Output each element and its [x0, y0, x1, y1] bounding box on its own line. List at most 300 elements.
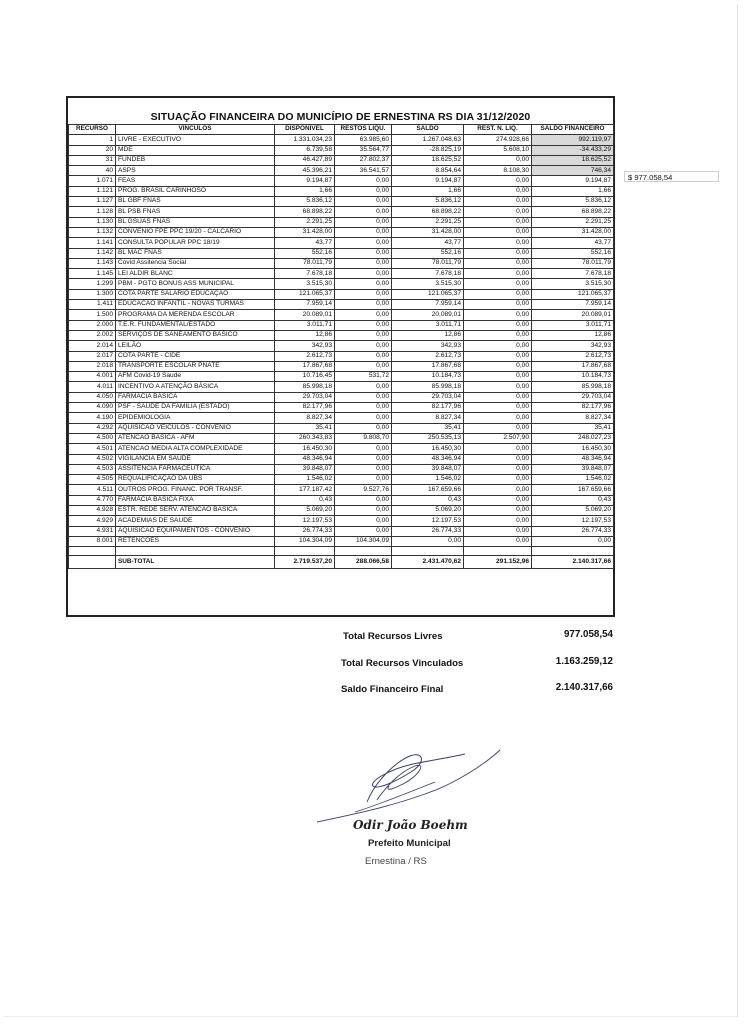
financial-table — [68, 124, 614, 569]
table-row — [69, 516, 614, 526]
row-disponivel: 26.774,33 — [275, 526, 335, 536]
row-recurso: 2.014 — [69, 341, 116, 351]
table-row — [69, 372, 614, 382]
subtotal-label: SUB-TOTAL — [116, 556, 275, 569]
table-row — [69, 248, 614, 258]
row-disponivel: 9.194,87 — [275, 176, 335, 186]
row-vinculo: ASSITENCIA FARMACEUTICA — [116, 464, 275, 474]
row-vinculo: ESTR. REDE SERV. ATENCAO BASICA — [116, 505, 275, 515]
row-saldo: 12.197,53 — [392, 516, 464, 526]
row-recurso: 4.931 — [69, 526, 116, 536]
row-restos-liqu: 9.808,70 — [335, 433, 392, 443]
row-restos-liqu: 0,00 — [335, 351, 392, 361]
table-row — [69, 258, 614, 268]
row-saldo-financeiro: 992.119,97 — [532, 135, 614, 145]
row-recurso: 4.511 — [69, 485, 116, 495]
row-saldo: 48.346,94 — [392, 454, 464, 464]
side-note-free-resources: $ 977.058,54 — [624, 171, 719, 182]
summary-label-vinculados: Total Recursos Vinculados — [341, 658, 464, 669]
row-saldo: 43,77 — [392, 238, 464, 248]
row-disponivel: 78.011,79 — [275, 258, 335, 268]
subtotal-saldo: 2.431.470,62 — [392, 556, 464, 569]
row-saldo-financeiro: 7.959,14 — [532, 300, 614, 310]
row-rest-n-liq: 5.608,10 — [464, 145, 532, 155]
row-saldo-financeiro: 3.515,30 — [532, 279, 614, 289]
row-saldo-financeiro: 82.177,96 — [532, 403, 614, 413]
row-recurso: 4.001 — [69, 372, 116, 382]
col-header-disponivel: DISPONIVEL — [275, 125, 335, 135]
row-saldo-financeiro: 167.659,66 — [532, 485, 614, 495]
row-rest-n-liq: 0,00 — [464, 372, 532, 382]
row-vinculo: FUNDEB — [116, 155, 275, 165]
row-saldo-financeiro: 20.089,01 — [532, 310, 614, 320]
row-disponivel: 121.065,37 — [275, 289, 335, 299]
table-row — [69, 289, 614, 299]
row-saldo: 8.854,64 — [392, 166, 464, 176]
row-saldo: 10.184,73 — [392, 372, 464, 382]
row-recurso: 4.503 — [69, 464, 116, 474]
row-vinculo: BL MAC FNAS — [116, 248, 275, 258]
row-vinculo: EDUCACAO INFANTIL - NOVAS TURMAS — [116, 300, 275, 310]
row-saldo: 5.069,20 — [392, 505, 464, 515]
row-rest-n-liq: 0,00 — [464, 217, 532, 227]
row-saldo: 17.867,68 — [392, 361, 464, 371]
row-saldo-financeiro: 35,41 — [532, 423, 614, 433]
row-saldo: 250.535,13 — [392, 433, 464, 443]
row-saldo-financeiro: 16.450,30 — [532, 444, 614, 454]
row-saldo-financeiro: 0,43 — [532, 495, 614, 505]
row-recurso: 4.190 — [69, 413, 116, 423]
row-rest-n-liq: 0,00 — [464, 176, 532, 186]
row-disponivel: 104.304,09 — [275, 536, 335, 546]
row-rest-n-liq: 0,00 — [464, 382, 532, 392]
row-rest-n-liq: 0,00 — [464, 227, 532, 237]
row-restos-liqu: 0,00 — [335, 279, 392, 289]
row-rest-n-liq: 0,00 — [464, 341, 532, 351]
table-row — [69, 464, 614, 474]
row-rest-n-liq: 0,00 — [464, 330, 532, 340]
row-saldo-financeiro: 1,66 — [532, 186, 614, 196]
row-restos-liqu: 0,00 — [335, 341, 392, 351]
row-vinculo: OUTROS PROG. FINANC. POR TRANSF. — [116, 485, 275, 495]
row-restos-liqu: 531,72 — [335, 372, 392, 382]
row-restos-liqu: 0,00 — [335, 526, 392, 536]
row-recurso: 2.018 — [69, 361, 116, 371]
row-saldo: 16.450,30 — [392, 444, 464, 454]
row-recurso: 4.501 — [69, 444, 116, 454]
row-rest-n-liq: 0,00 — [464, 495, 532, 505]
row-recurso: 1.127 — [69, 197, 116, 207]
row-vinculo: COTA PARTE SALARIO EDUCAÇÃO — [116, 289, 275, 299]
row-saldo: 7.959,14 — [392, 300, 464, 310]
table-row — [69, 217, 614, 227]
row-saldo: 3.515,30 — [392, 279, 464, 289]
row-rest-n-liq: 0,00 — [464, 258, 532, 268]
row-saldo: 121.065,37 — [392, 289, 464, 299]
row-restos-liqu: 0,00 — [335, 197, 392, 207]
row-rest-n-liq: 274.928,66 — [464, 135, 532, 145]
row-vinculo: T.E.R. FUNDAMENTAL/ESTADO — [116, 320, 275, 330]
table-row — [69, 403, 614, 413]
table-row — [69, 392, 614, 402]
row-restos-liqu: 27.802,37 — [335, 155, 392, 165]
row-recurso: 1.128 — [69, 207, 116, 217]
row-saldo-financeiro: 78.011,79 — [532, 258, 614, 268]
row-rest-n-liq: 0,00 — [464, 454, 532, 464]
row-vinculo: BL PSB FNAS — [116, 207, 275, 217]
row-vinculo: FEAS — [116, 176, 275, 186]
row-disponivel: 7.678,18 — [275, 269, 335, 279]
row-vinculo: EPIDEMIOLOGIA — [116, 413, 275, 423]
table-row — [69, 341, 614, 351]
row-saldo-financeiro: 5.069,20 — [532, 505, 614, 515]
table-row — [69, 433, 614, 443]
row-saldo: 35,41 — [392, 423, 464, 433]
row-restos-liqu: 0,00 — [335, 423, 392, 433]
row-vinculo: ATENCAO MEDIA ALTA COMPLEXIDADE — [116, 444, 275, 454]
row-saldo-financeiro: 9.194,87 — [532, 176, 614, 186]
row-saldo-financeiro: -34.433,29 — [532, 145, 614, 155]
row-saldo-financeiro: 12,86 — [532, 330, 614, 340]
row-restos-liqu: 0,00 — [335, 516, 392, 526]
row-saldo-financeiro: 31.428,00 — [532, 227, 614, 237]
row-restos-liqu: 9.527,76 — [335, 485, 392, 495]
row-disponivel: 2.291,25 — [275, 217, 335, 227]
col-header-restos-liqu: RESTOS LIQU. — [335, 125, 392, 135]
row-vinculo: CONSULTA POPULAR PPC 18/19 — [116, 238, 275, 248]
row-vinculo: SERVIÇOS DE SANEAMENTO BÁSICO — [116, 330, 275, 340]
row-disponivel: 43,77 — [275, 238, 335, 248]
row-rest-n-liq: 8.108,30 — [464, 166, 532, 176]
row-saldo-financeiro: 342,93 — [532, 341, 614, 351]
table-row — [69, 145, 614, 155]
row-recurso: 1.132 — [69, 227, 116, 237]
row-disponivel: 10.716,45 — [275, 372, 335, 382]
row-saldo: 1.267.048,63 — [392, 135, 464, 145]
row-saldo-financeiro: 121.065,37 — [532, 289, 614, 299]
row-disponivel: 3.515,30 — [275, 279, 335, 289]
row-saldo: 9.194,87 — [392, 176, 464, 186]
row-disponivel: 1.546,02 — [275, 475, 335, 485]
row-saldo-financeiro: 18.625,52 — [532, 155, 614, 165]
row-restos-liqu: 0,00 — [335, 207, 392, 217]
row-disponivel: 39.848,07 — [275, 464, 335, 474]
row-disponivel: 552,16 — [275, 248, 335, 258]
row-vinculo: REQUALIFICAÇÃO DA UBS — [116, 475, 275, 485]
subtotal-disponivel: 2.719.537,20 — [275, 556, 335, 569]
row-vinculo: FARMACIA BÁSICA — [116, 392, 275, 402]
row-restos-liqu: 0,00 — [335, 444, 392, 454]
row-saldo-financeiro: 3.011,71 — [532, 320, 614, 330]
row-vinculo: VIGILANCIA EM SAUDE — [116, 454, 275, 464]
table-row — [69, 197, 614, 207]
row-restos-liqu: 0,00 — [335, 454, 392, 464]
row-saldo-financeiro: 2.612,73 — [532, 351, 614, 361]
row-saldo: 1,66 — [392, 186, 464, 196]
row-saldo: 5.836,12 — [392, 197, 464, 207]
row-disponivel: 177.187,42 — [275, 485, 335, 495]
table-row — [69, 207, 614, 217]
row-recurso: 2.002 — [69, 330, 116, 340]
table-row — [69, 269, 614, 279]
row-recurso: 4.011 — [69, 382, 116, 392]
row-recurso: 1.121 — [69, 186, 116, 196]
row-disponivel: 0,43 — [275, 495, 335, 505]
row-recurso: 4.500 — [69, 433, 116, 443]
row-vinculo: LEILÃO — [116, 341, 275, 351]
row-restos-liqu: 0,00 — [335, 217, 392, 227]
row-recurso: 8.001 — [69, 536, 116, 546]
row-saldo: 31.428,00 — [392, 227, 464, 237]
row-saldo-financeiro: 85.998,18 — [532, 382, 614, 392]
row-disponivel: 46.427,89 — [275, 155, 335, 165]
row-rest-n-liq: 0,00 — [464, 289, 532, 299]
row-saldo: 2.291,25 — [392, 217, 464, 227]
row-disponivel: 3.011,71 — [275, 320, 335, 330]
row-saldo: 18.625,52 — [392, 155, 464, 165]
table-row — [69, 135, 614, 145]
table-row — [69, 382, 614, 392]
row-rest-n-liq: 0,00 — [464, 536, 532, 546]
row-rest-n-liq: 0,00 — [464, 207, 532, 217]
table-row — [69, 454, 614, 464]
summary-value-livres: 977.058,54 — [563, 629, 613, 640]
row-recurso: 1.071 — [69, 176, 116, 186]
table-row — [69, 536, 614, 546]
table-row — [69, 495, 614, 505]
row-restos-liqu: 0,00 — [335, 361, 392, 371]
row-vinculo: ACADEMIAS DE SAUDE — [116, 516, 275, 526]
row-vinculo: RETENCOES — [116, 536, 275, 546]
row-rest-n-liq: 0,00 — [464, 155, 532, 165]
table-row — [69, 186, 614, 196]
row-recurso: 20 — [69, 145, 116, 155]
row-saldo: 167.659,66 — [392, 485, 464, 495]
row-disponivel: 20.089,01 — [275, 310, 335, 320]
row-vinculo: PROG. BRASIL CARINHOSO — [116, 186, 275, 196]
row-rest-n-liq: 0,00 — [464, 475, 532, 485]
signatory-name: Odir João Boehm — [353, 818, 468, 832]
summary-value-saldo-final: 2.140.317,66 — [555, 682, 613, 693]
col-header-vinculos: VINCULOS — [116, 125, 275, 135]
row-restos-liqu: 0,00 — [335, 238, 392, 248]
table-row — [69, 526, 614, 536]
table-row — [69, 155, 614, 165]
row-vinculo: INCENTIVO A ATENÇÃO BÁSICA — [116, 382, 275, 392]
subtotal-row — [69, 556, 614, 569]
row-disponivel: 48.346,94 — [275, 454, 335, 464]
row-restos-liqu: 0,00 — [335, 403, 392, 413]
row-restos-liqu: 0,00 — [335, 320, 392, 330]
row-recurso: 1 — [69, 135, 116, 145]
row-rest-n-liq: 0,00 — [464, 279, 532, 289]
row-saldo-financeiro: 48.346,94 — [532, 454, 614, 464]
row-vinculo: Covid Assitencia Social — [116, 258, 275, 268]
row-saldo-financeiro: 12.197,53 — [532, 516, 614, 526]
row-restos-liqu: 35.564,77 — [335, 145, 392, 155]
row-rest-n-liq: 2.507,90 — [464, 433, 532, 443]
row-vinculo: LIVRE - EXECUTIVO — [116, 135, 275, 145]
row-recurso: 1.141 — [69, 238, 116, 248]
row-restos-liqu: 0,00 — [335, 495, 392, 505]
row-disponivel: 12.197,53 — [275, 516, 335, 526]
row-disponivel: 5.069,20 — [275, 505, 335, 515]
row-disponivel: 17.867,68 — [275, 361, 335, 371]
table-row — [69, 279, 614, 289]
row-saldo-financeiro: 17.867,68 — [532, 361, 614, 371]
row-saldo: 8.827,34 — [392, 413, 464, 423]
row-saldo: 68.898,22 — [392, 207, 464, 217]
row-saldo-financeiro: 0,00 — [532, 536, 614, 546]
row-saldo-financeiro: 39.848,07 — [532, 464, 614, 474]
row-restos-liqu: 0,00 — [335, 475, 392, 485]
row-vinculo: ASPS — [116, 166, 275, 176]
row-disponivel: 12,86 — [275, 330, 335, 340]
row-saldo-financeiro: 552,16 — [532, 248, 614, 258]
row-vinculo: MDE — [116, 145, 275, 155]
row-disponivel: 7.959,14 — [275, 300, 335, 310]
row-recurso: 4.505 — [69, 475, 116, 485]
row-restos-liqu: 0,00 — [335, 310, 392, 320]
row-restos-liqu: 0,00 — [335, 289, 392, 299]
row-recurso: 1.300 — [69, 289, 116, 299]
row-recurso: 4.292 — [69, 423, 116, 433]
col-header-rest-n-liq: REST. N. LIQ. — [464, 125, 532, 135]
summary-label-livres: Total Recursos Livres — [343, 631, 443, 642]
table-row — [69, 227, 614, 237]
row-recurso: 4.502 — [69, 454, 116, 464]
row-rest-n-liq: 0,00 — [464, 238, 532, 248]
row-restos-liqu: 63.985,60 — [335, 135, 392, 145]
row-vinculo: CONVENIO FPE PPC 19/20 - CALCARIO — [116, 227, 275, 237]
row-saldo-financeiro: 43,77 — [532, 238, 614, 248]
row-recurso: 1.500 — [69, 310, 116, 320]
table-row — [69, 238, 614, 248]
row-vinculo: AFM Covid-19 Saude — [116, 372, 275, 382]
row-recurso: 2.000 — [69, 320, 116, 330]
row-recurso: 1.145 — [69, 269, 116, 279]
row-rest-n-liq: 0,00 — [464, 485, 532, 495]
row-saldo-financeiro: 29.703,04 — [532, 392, 614, 402]
row-recurso: 4.929 — [69, 516, 116, 526]
row-recurso: 31 — [69, 155, 116, 165]
table-row — [69, 444, 614, 454]
row-rest-n-liq: 0,00 — [464, 320, 532, 330]
row-saldo-financeiro: 2.291,25 — [532, 217, 614, 227]
row-restos-liqu: 0,00 — [335, 258, 392, 268]
row-recurso: 2.017 — [69, 351, 116, 361]
row-restos-liqu: 0,00 — [335, 176, 392, 186]
col-header-recurso: RECURSO — [69, 125, 116, 135]
table-header-row — [69, 125, 614, 135]
table-row — [69, 505, 614, 515]
row-saldo-financeiro: 26.774,33 — [532, 526, 614, 536]
table-row — [69, 485, 614, 495]
row-saldo-financeiro: 68.898,22 — [532, 207, 614, 217]
row-restos-liqu: 0,00 — [335, 330, 392, 340]
row-rest-n-liq: 0,00 — [464, 361, 532, 371]
row-restos-liqu: 0,00 — [335, 269, 392, 279]
row-saldo-financeiro: 8.827,34 — [532, 413, 614, 423]
row-saldo-financeiro: 1.546,02 — [532, 475, 614, 485]
row-disponivel: 29.703,04 — [275, 392, 335, 402]
signatory-role: Prefeito Municipal — [368, 838, 451, 849]
table-row — [69, 351, 614, 361]
row-saldo-financeiro: 746,34 — [532, 166, 614, 176]
row-restos-liqu: 0,00 — [335, 227, 392, 237]
row-saldo: 26.774,33 — [392, 526, 464, 536]
row-vinculo: AQUISICAO EQUIPAMENTOS - CONVENIO — [116, 526, 275, 536]
row-vinculo: LEI ALDIR BLANC — [116, 269, 275, 279]
row-vinculo: PBM - PGTO BONUS ASS MUNICIPAL — [116, 279, 275, 289]
table-row — [69, 300, 614, 310]
row-saldo-financeiro: 248.027,23 — [532, 433, 614, 443]
row-vinculo: PSF - SAÚDE DA FAMILIA (ESTADO) — [116, 403, 275, 413]
row-saldo: 552,16 — [392, 248, 464, 258]
row-rest-n-liq: 0,00 — [464, 392, 532, 402]
table-row — [69, 176, 614, 186]
row-disponivel: 85.998,18 — [275, 382, 335, 392]
row-rest-n-liq: 0,00 — [464, 403, 532, 413]
row-vinculo: BL GBF FNAS — [116, 197, 275, 207]
row-rest-n-liq: 0,00 — [464, 269, 532, 279]
row-rest-n-liq: 0,00 — [464, 526, 532, 536]
row-rest-n-liq: 0,00 — [464, 197, 532, 207]
table-row — [69, 330, 614, 340]
row-disponivel: 16.450,30 — [275, 444, 335, 454]
row-saldo: 12,86 — [392, 330, 464, 340]
col-header-saldo: SALDO — [392, 125, 464, 135]
row-recurso: 1.299 — [69, 279, 116, 289]
row-saldo-financeiro: 7.678,18 — [532, 269, 614, 279]
subtotal-saldo-financeiro: 2.140.317,66 — [532, 556, 614, 569]
table-row — [69, 423, 614, 433]
row-rest-n-liq: 0,00 — [464, 423, 532, 433]
row-rest-n-liq: 0,00 — [464, 310, 532, 320]
row-saldo: 7.678,18 — [392, 269, 464, 279]
row-recurso: 4.770 — [69, 495, 116, 505]
row-restos-liqu: 0,00 — [335, 413, 392, 423]
col-header-saldo-financeiro: SALDO FINANCEIRO — [532, 125, 614, 135]
blank-row — [69, 547, 614, 556]
row-recurso: 1.130 — [69, 217, 116, 227]
row-disponivel: 1.331.034,23 — [275, 135, 335, 145]
row-restos-liqu: 36.541,57 — [335, 166, 392, 176]
row-saldo: 0,00 — [392, 536, 464, 546]
table-row — [69, 413, 614, 423]
row-saldo: 20.089,01 — [392, 310, 464, 320]
row-restos-liqu: 0,00 — [335, 186, 392, 196]
row-restos-liqu: 104.304,09 — [335, 536, 392, 546]
row-disponivel: 8.827,34 — [275, 413, 335, 423]
row-disponivel: 5.836,12 — [275, 197, 335, 207]
row-restos-liqu: 0,00 — [335, 248, 392, 258]
row-recurso: 4.928 — [69, 505, 116, 515]
row-rest-n-liq: 0,00 — [464, 516, 532, 526]
row-restos-liqu: 0,00 — [335, 464, 392, 474]
row-recurso: 1.142 — [69, 248, 116, 258]
row-vinculo: BL GSUAS FNAS — [116, 217, 275, 227]
subtotal-restos: 288.066,58 — [335, 556, 392, 569]
subtotal-rest-n-liq: 291.152,96 — [464, 556, 532, 569]
row-saldo-financeiro: 10.184,73 — [532, 372, 614, 382]
row-vinculo: AQUISICAO VEICULOS - CONVENIO — [116, 423, 275, 433]
row-recurso: 1.143 — [69, 258, 116, 268]
row-saldo: 29.703,04 — [392, 392, 464, 402]
table-row — [69, 310, 614, 320]
row-saldo-financeiro: 5.836,12 — [532, 197, 614, 207]
row-rest-n-liq: 0,00 — [464, 413, 532, 423]
